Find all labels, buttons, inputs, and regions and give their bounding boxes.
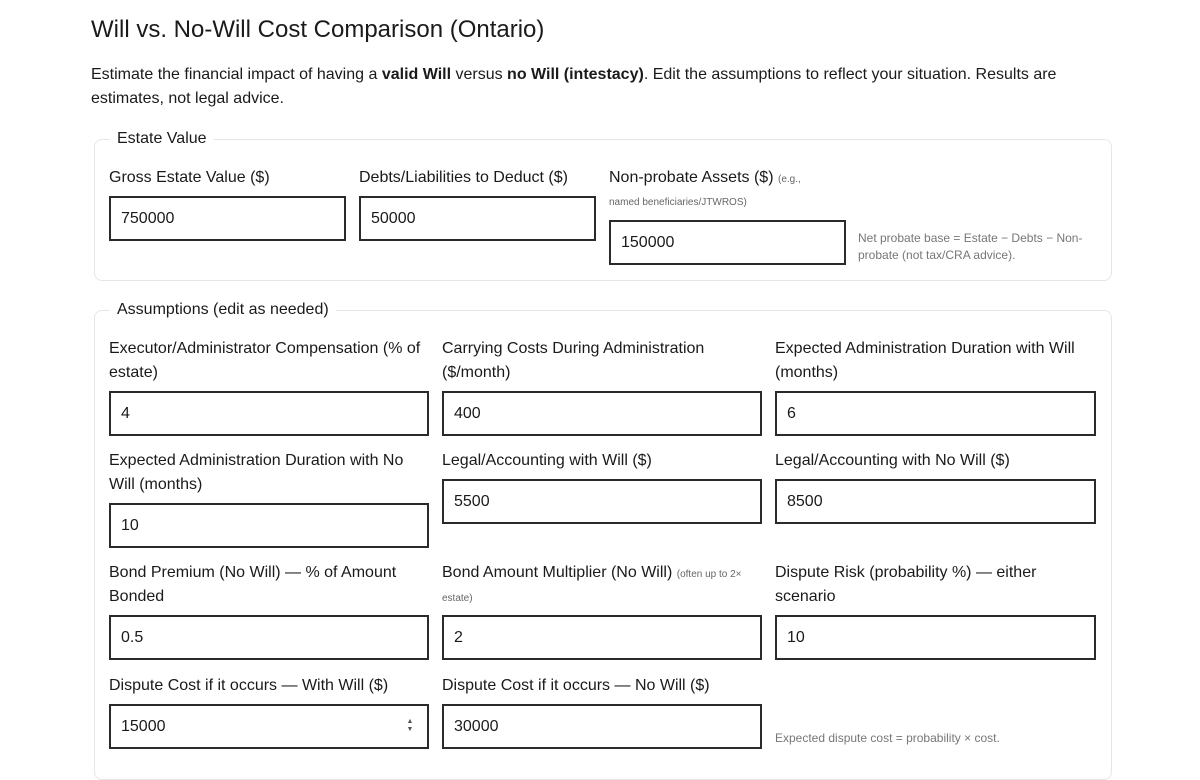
dispute-cost-will-label: Dispute Cost if it occurs — With Will ($) xyxy=(109,677,389,694)
bond-multiplier-hint: (often up to 2× estate) xyxy=(442,569,742,604)
bond-multiplier-label-text: Bond Amount Multiplier (No Will) xyxy=(442,564,673,581)
legal-nowill-input[interactable] xyxy=(775,479,1096,524)
carrying-costs-input[interactable] xyxy=(442,391,762,436)
exec-comp-label: Executor/Administrator Compensation (% of estate) xyxy=(109,340,421,381)
assumptions-legend: Assumptions (edit as needed) xyxy=(110,300,336,320)
intro-bold-no-will: no Will (intestacy) xyxy=(507,66,644,83)
intro-text xyxy=(91,63,1111,111)
bond-multiplier-input[interactable] xyxy=(442,615,762,660)
estate-value-legend: Estate Value xyxy=(110,129,214,149)
bond-multiplier-label xyxy=(442,561,774,609)
intro-part2: versus xyxy=(451,66,508,83)
dispute-cost-will-input[interactable] xyxy=(109,704,429,749)
spinner-up-icon[interactable]: ▲ xyxy=(406,718,414,725)
dispute-cost-nowill-label: Dispute Cost if it occurs — No Will ($) xyxy=(442,677,710,694)
bond-premium-label: Bond Premium (No Will) — % of Amount Bonded xyxy=(109,564,397,605)
number-spinner-icon[interactable] xyxy=(404,715,416,737)
nonprobate-hint-b: named beneficiaries/JTWROS) xyxy=(609,197,747,208)
net-probate-note: Net probate base = Estate − Debts − Non-probate (not tax/CRA advice). xyxy=(858,231,1083,262)
nonprobate-hint-a: (e.g., xyxy=(777,174,801,185)
debts-input[interactable] xyxy=(359,196,596,241)
exec-comp-input[interactable] xyxy=(109,391,429,436)
intro-part3: . Edit the assumptions to reflect your situation. Results are estimates, not legal advice. xyxy=(91,66,1057,107)
duration-will-input[interactable] xyxy=(775,391,1096,436)
intro-bold-valid-will: valid Will xyxy=(381,66,452,83)
debts-label: Debts/Liabilities to Deduct ($) xyxy=(359,169,568,186)
duration-nowill-input[interactable] xyxy=(109,503,429,548)
nonprobate-input[interactable] xyxy=(609,220,846,265)
bond-premium-input[interactable] xyxy=(109,615,429,660)
duration-will-label: Expected Administration Duration with Will (months) xyxy=(775,340,1075,381)
gross-estate-input[interactable] xyxy=(109,196,346,241)
legal-nowill-label: Legal/Accounting with No Will ($) xyxy=(775,452,1010,469)
duration-nowill-label: Expected Administration Duration with No Will (months) xyxy=(109,452,404,493)
spinner-down-icon[interactable]: ▼ xyxy=(406,726,414,733)
dispute-risk-input[interactable] xyxy=(775,615,1096,660)
legal-will-label: Legal/Accounting with Will ($) xyxy=(442,452,652,469)
gross-estate-label: Gross Estate Value ($) xyxy=(109,169,270,186)
page-title: Will vs. No-Will Cost Comparison (Ontario) xyxy=(91,16,545,43)
dispute-risk-label: Dispute Risk (probability %) — either scenario xyxy=(775,564,1037,605)
intro-part1: Estimate the financial impact of having a xyxy=(91,66,382,83)
dispute-note: Expected dispute cost = probability × cost. xyxy=(775,731,1000,745)
legal-will-input[interactable] xyxy=(442,479,762,524)
dispute-cost-nowill-input[interactable] xyxy=(442,704,762,749)
carrying-costs-label: Carrying Costs During Administration ($/month) xyxy=(442,340,705,381)
nonprobate-label-text: Non-probate Assets ($) xyxy=(609,169,774,186)
nonprobate-label xyxy=(609,166,801,190)
